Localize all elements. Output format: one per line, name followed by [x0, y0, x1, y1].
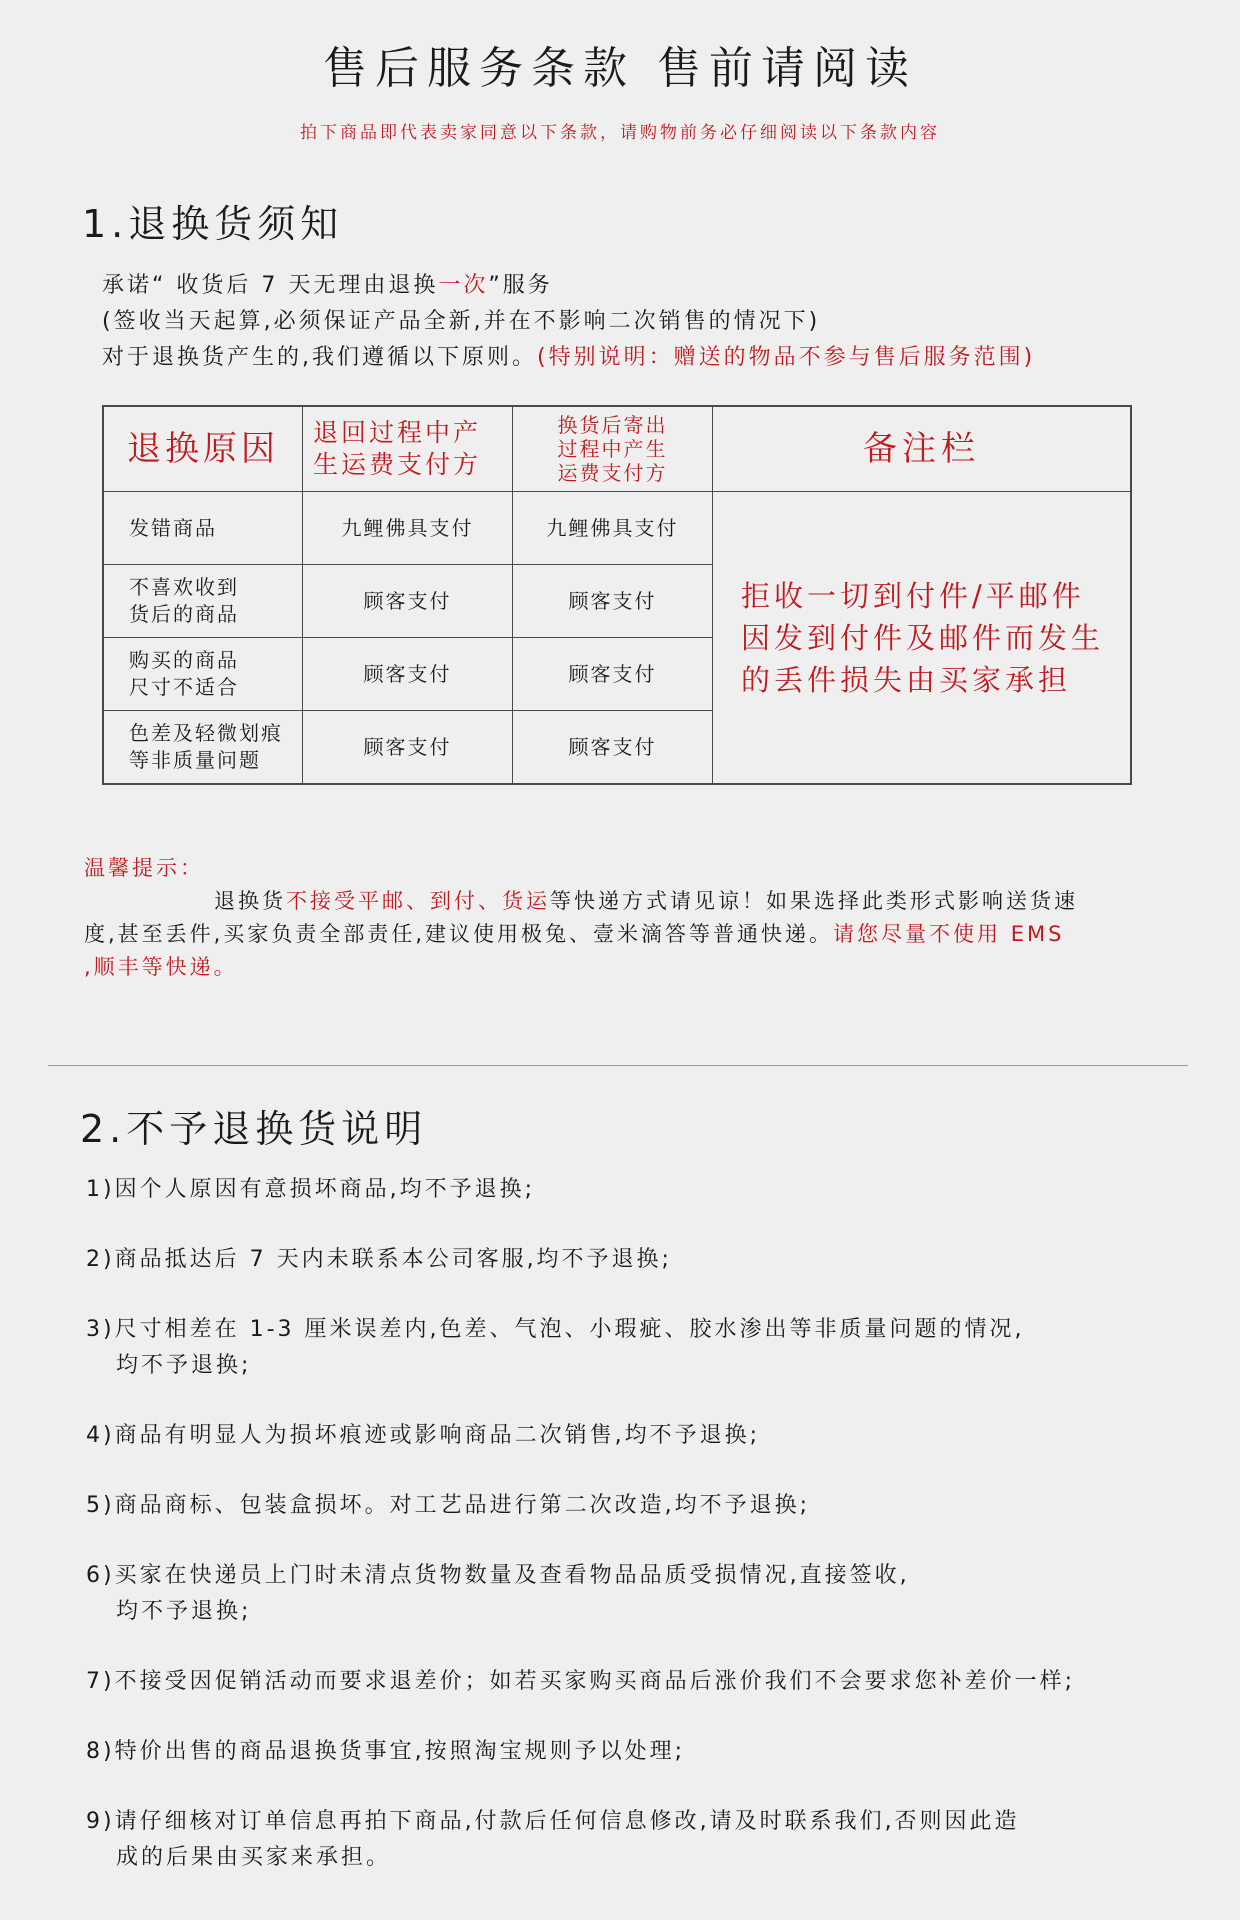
remarks-note-l3: 的丢件损失由买家承担 — [741, 662, 1072, 697]
rule-line: 8)特价出售的商品退换货事宜,按照淘宝规则予以处理; — [86, 1739, 685, 1764]
section1-heading: 1.退换货须知 — [82, 202, 344, 246]
warm-tip — [84, 852, 1164, 984]
tip-line-1-c: 等快递方式请见谅！如果选择此类形式影响送货速 — [550, 889, 1078, 913]
row-reason-l2: 货后的商品 — [129, 602, 239, 626]
header-exchange-fee-l2: 过程中产生 — [557, 437, 668, 461]
table-row — [103, 492, 1131, 565]
rule-line: 6)买家在快递员上门时未清点货物数量及查看物品品质受损情况,直接签收, — [86, 1563, 910, 1588]
tip-label: 温馨提示： — [84, 856, 204, 880]
list-item — [86, 1804, 1236, 1876]
row-reason-l1: 购买的商品 — [129, 648, 239, 672]
list-item — [86, 1558, 1236, 1630]
tip-not-accepted: 不接受平邮、到付、货运 — [286, 889, 550, 913]
row-reason-l2: 等非质量问题 — [129, 748, 261, 772]
remarks-note — [713, 492, 1132, 785]
list-item — [86, 1312, 1236, 1384]
row-reason-l2: 尺寸不适合 — [129, 675, 239, 699]
rule-line: 3)尺寸相差在 1-3 厘米误差内,色差、气泡、小瑕疵、胶水渗出等非质量问题的情况, — [86, 1317, 1025, 1342]
tip-line-3: ,顺丰等快递。 — [84, 955, 238, 979]
section2-heading: 2.不予退换货说明 — [80, 1107, 428, 1151]
header-exchange-fee-l1: 换货后寄出 — [557, 413, 668, 437]
promise-line-1-a: 承诺“ 收货后 7 天无理由退换 — [102, 273, 439, 298]
tip-line-1 — [84, 885, 1164, 918]
row-reason — [103, 492, 303, 565]
row-exchange-fee: 顾客支付 — [513, 711, 713, 785]
list-item — [86, 1172, 1236, 1208]
row-exchange-fee: 顾客支付 — [513, 565, 713, 638]
row-reason — [103, 711, 303, 785]
list-item — [86, 1418, 1236, 1454]
promise-line-3-a: 对于退换货产生的,我们遵循以下原则。 — [102, 345, 537, 370]
row-reason-l1: 色差及轻微划痕 — [129, 721, 283, 745]
header-reason: 退换原因 — [103, 406, 303, 492]
row-reason — [103, 638, 303, 711]
list-item — [86, 1488, 1236, 1524]
rule-line-cont: 均不予退换; — [116, 1353, 252, 1378]
tip-no-ems: 请您尽量不使用 EMS — [833, 922, 1065, 946]
table-header-row — [103, 406, 1131, 492]
row-return-fee: 顾客支付 — [303, 638, 513, 711]
list-item — [86, 1664, 1236, 1700]
rule-line: 4)商品有明显人为损坏痕迹或影响商品二次销售,均不予退换; — [86, 1423, 760, 1448]
tip-line-1-a: 退换货 — [214, 889, 286, 913]
rule-line: 7)不接受因促销活动而要求退差价；如若买家购买商品后涨价我们不会要求您补差价一样; — [86, 1669, 1075, 1694]
promise-line-1-c: ”服务 — [488, 273, 553, 298]
row-reason-l1: 不喜欢收到 — [129, 575, 239, 599]
header-return-fee — [303, 406, 513, 492]
rule-line: 1)因个人原因有意损坏商品,均不予退换; — [86, 1177, 535, 1202]
remarks-note-l2: 因发到付件及邮件而发生 — [741, 620, 1105, 655]
header-exchange-fee-l3: 运费支付方 — [557, 461, 668, 485]
section-divider — [48, 1065, 1188, 1066]
tip-line-2 — [84, 918, 1164, 951]
header-return-fee-l1: 退回过程中产 — [313, 418, 482, 447]
promise-once: 一次 — [438, 273, 489, 298]
row-return-fee: 顾客支付 — [303, 565, 513, 638]
row-exchange-fee: 顾客支付 — [513, 638, 713, 711]
row-return-fee: 顾客支付 — [303, 711, 513, 785]
tip-line-2-a: 度,甚至丢件,买家负责全部责任,建议使用极兔、壹米滴答等普通快递。 — [84, 922, 834, 946]
list-item — [86, 1242, 1236, 1278]
promise-line-2: (签收当天起算,必须保证产品全新,并在不影响二次销售的情况下) — [102, 309, 821, 334]
promise-block — [102, 268, 1035, 376]
header-remarks: 备注栏 — [713, 406, 1132, 492]
row-reason-l1: 发错商品 — [129, 515, 217, 540]
row-reason — [103, 565, 303, 638]
rule-line-cont: 成的后果由买家来承担。 — [116, 1845, 392, 1870]
special-note: (特别说明：赠送的物品不参与售后服务范围) — [537, 345, 1036, 370]
header-exchange-fee — [513, 406, 713, 492]
page-title: 售后服务条款 售前请阅读 — [323, 43, 917, 94]
promise-line-3 — [102, 340, 1035, 376]
rule-line: 2)商品抵达后 7 天内未联系本公司客服,均不予退换; — [86, 1247, 672, 1272]
row-return-fee: 九鲤佛具支付 — [303, 492, 513, 565]
page-subtitle: 拍下商品即代表卖家同意以下条款，请购物前务必仔细阅读以下条款内容 — [300, 123, 940, 143]
header-return-fee-l2: 生运费支付方 — [313, 450, 482, 479]
no-return-rules-list — [86, 1172, 1236, 1910]
remarks-note-l1: 拒收一切到付件/平邮件 — [741, 578, 1085, 613]
return-policy-table — [102, 405, 1132, 785]
rule-line-cont: 均不予退换; — [116, 1599, 252, 1624]
rule-line: 9)请仔细核对订单信息再拍下商品,付款后任何信息修改,请及时联系我们,否则因此造 — [86, 1809, 1020, 1834]
rule-line: 5)商品商标、包装盒损坏。对工艺品进行第二次改造,均不予退换; — [86, 1493, 810, 1518]
row-exchange-fee: 九鲤佛具支付 — [513, 492, 713, 565]
list-item — [86, 1734, 1236, 1770]
promise-line-1 — [102, 268, 1035, 304]
